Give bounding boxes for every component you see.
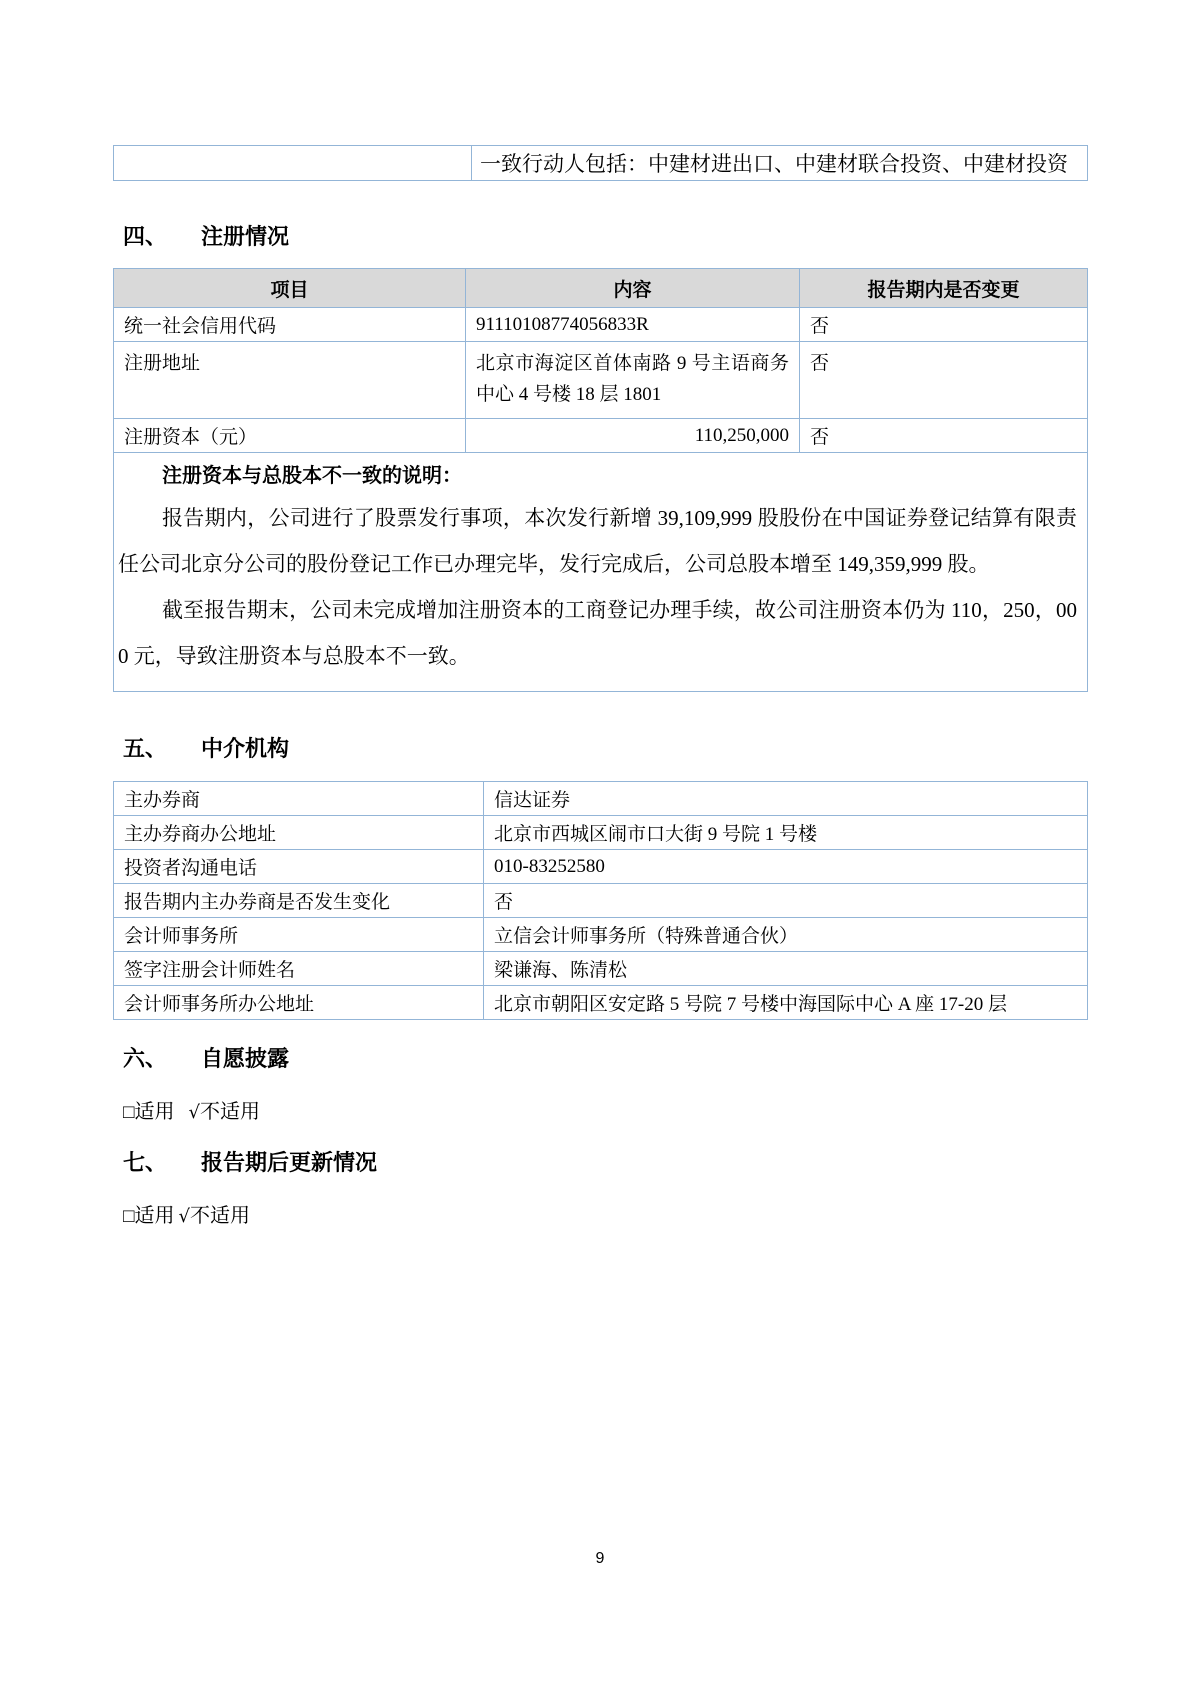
intermediary-table [113,781,1088,1020]
applicability-line-post-period [123,1203,1087,1230]
section-number: 四、 [123,224,168,249]
section-number: 六、 [123,1046,168,1071]
changed-cell: 否 [800,308,1088,342]
section-number: 五、 [123,736,168,761]
section-number: 七、 [123,1150,168,1175]
changed-cell: 否 [800,342,1088,419]
checkbox-icon: □ [123,1102,135,1123]
changed-cell: 否 [800,419,1088,453]
section-title: 报告期后更新情况 [201,1150,378,1175]
content-cell: 110,250,000 [466,419,800,453]
section-heading-registration [123,220,1087,251]
column-header-changed: 报告期内是否变更 [800,269,1088,308]
table-row [114,884,1088,918]
section-heading-intermediary [123,732,1087,763]
section-heading-post-period [123,1146,1087,1177]
table-row [114,146,1088,181]
table-row [114,952,1088,986]
table-row [114,419,1088,453]
not-applicable-label: 不适用 [199,1101,260,1123]
concerted-actors-table [113,145,1088,181]
section-title: 中介机构 [201,736,290,761]
table-header-row [114,269,1088,308]
column-header-item: 项目 [114,269,466,308]
item-cell: 统一社会信用代码 [114,308,466,342]
value-cell: 立信会计师事务所（特殊普通合伙） [484,918,1088,952]
section-heading-voluntary [123,1042,1087,1073]
note-paragraph: 报告期内，公司进行了股票发行事项，本次发行新增 39,109,999 股股份在中国证券登记结算有限责任公司北京分公司的股份登记工作已办理完毕，发行完成后，公司总股本增至 149,359,999 股。 [118,506,1077,576]
note-paragraph: 截至报告期末，公司未完成增加注册资本的工商登记办理手续，故公司注册资本仍为 110，250，000 元，导致注册资本与总股本不一致。 [118,598,1077,668]
label-cell: 主办券商 [114,782,484,816]
label-cell: 投资者沟通电话 [114,850,484,884]
item-cell: 注册资本（元） [114,419,466,453]
section-title: 自愿披露 [201,1046,290,1071]
checkmark-icon: √ [178,1206,190,1227]
table-row [114,986,1088,1020]
checkmark-icon: √ [188,1102,200,1123]
note-row [114,453,1088,692]
registration-table [113,268,1088,692]
value-cell: 梁谦海、陈清松 [484,952,1088,986]
table-row [114,782,1088,816]
checkbox-icon: □ [123,1206,135,1227]
table-row [114,918,1088,952]
label-cell: 会计师事务所 [114,918,484,952]
note-title: 注册资本与总股本不一致的说明： [162,465,462,487]
note-cell [114,453,1088,692]
applicable-label: 适用 [134,1101,175,1123]
not-applicable-label: 不适用 [189,1205,250,1227]
value-cell: 010-83252580 [484,850,1088,884]
table-row [114,308,1088,342]
value-cell: 北京市西城区闹市口大街 9 号院 1 号楼 [484,816,1088,850]
applicable-label: 适用 [134,1205,175,1227]
table-row [114,850,1088,884]
content-cell: 北京市海淀区首体南路 9 号主语商务中心 4 号楼 18 层 1801 [466,342,800,419]
value-cell: 否 [484,884,1088,918]
value-cell: 北京市朝阳区安定路 5 号院 7 号楼中海国际中心 A 座 17-20 层 [484,986,1088,1020]
label-cell: 会计师事务所办公地址 [114,986,484,1020]
table-row [114,816,1088,850]
label-cell: 主办券商办公地址 [114,816,484,850]
applicability-line-voluntary [123,1099,1087,1126]
item-cell: 注册地址 [114,342,466,419]
actors-empty-cell [114,146,472,181]
page-content [113,0,1087,1230]
column-header-content: 内容 [466,269,800,308]
actors-value-cell: 一致行动人包括：中建材进出口、中建材联合投资、中建材投资 [472,146,1088,181]
label-cell: 签字注册会计师姓名 [114,952,484,986]
value-cell: 信达证券 [484,782,1088,816]
table-row [114,342,1088,419]
content-cell: 91110108774056833R [466,308,800,342]
page-number: 9 [595,1550,605,1567]
section-title: 注册情况 [201,224,290,249]
label-cell: 报告期内主办券商是否发生变化 [114,884,484,918]
